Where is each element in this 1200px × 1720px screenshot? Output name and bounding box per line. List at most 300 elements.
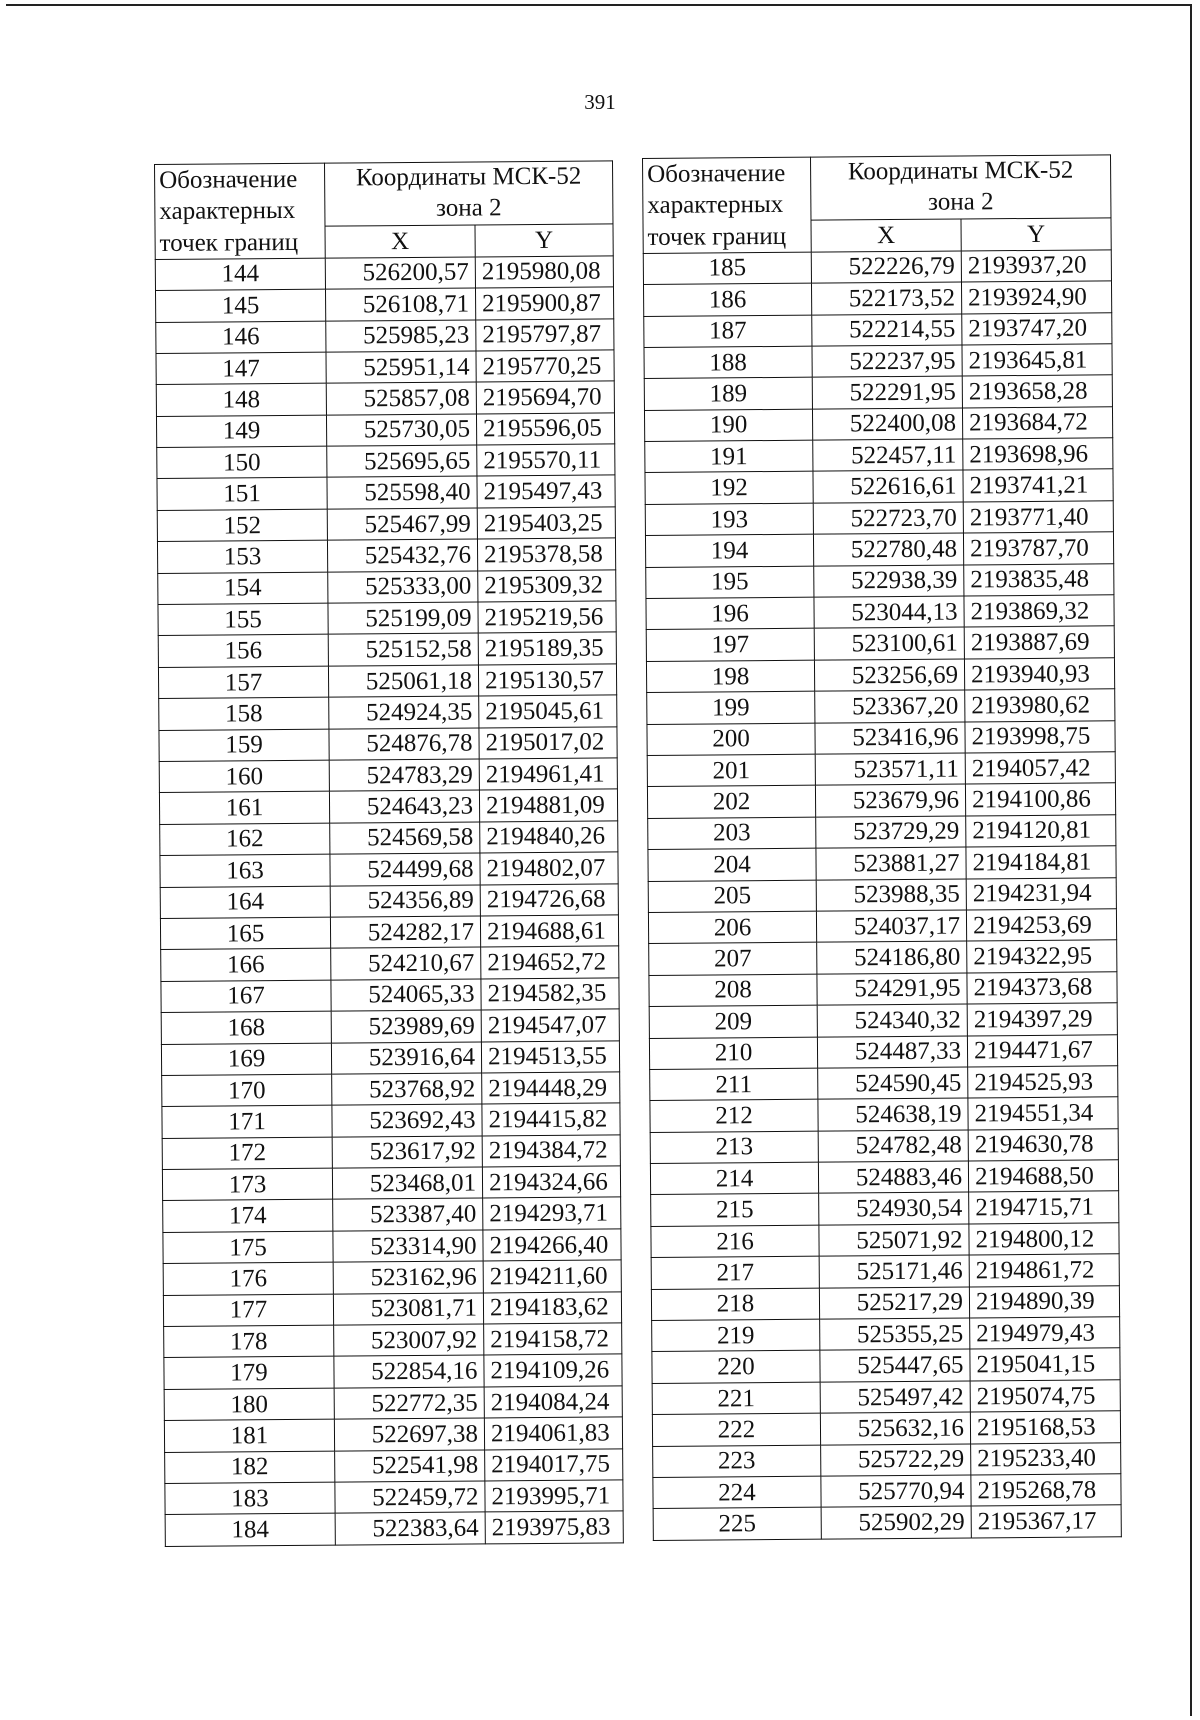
- x-coordinate: 523768,92: [332, 1073, 482, 1106]
- y-coordinate: 2194100,86: [965, 783, 1115, 816]
- point-number: 163: [160, 854, 330, 887]
- y-coordinate: 2194881,09: [479, 789, 617, 821]
- y-coordinate: 2194084,24: [484, 1386, 622, 1418]
- y-coordinate: 2194630,78: [968, 1128, 1118, 1161]
- x-coordinate: 525447,65: [820, 1349, 970, 1382]
- table-row: [162, 1072, 620, 1107]
- y-coordinate: 2194211,60: [483, 1260, 621, 1292]
- point-number: 189: [644, 377, 812, 410]
- point-number: 161: [159, 792, 329, 825]
- table-row: [161, 1040, 619, 1075]
- y-header: Y: [475, 224, 613, 257]
- table-row: [646, 563, 1114, 598]
- point-number: 192: [645, 472, 813, 505]
- y-coordinate: 2195367,17: [971, 1505, 1121, 1538]
- x-coordinate: 522938,39: [814, 565, 964, 598]
- x-coordinate: 522214,55: [812, 314, 962, 347]
- point-number: 196: [646, 597, 814, 630]
- x-coordinate: 522780,48: [813, 533, 963, 566]
- y-coordinate: 2193995,71: [485, 1480, 623, 1512]
- y-coordinate: 2194373,68: [967, 972, 1117, 1005]
- table-row: [161, 946, 619, 981]
- coordinates-header: Координаты МСК-52 зона 2: [324, 161, 612, 226]
- point-number: 164: [160, 886, 330, 919]
- y-coordinate: 2195268,78: [971, 1474, 1121, 1507]
- x-header: X: [325, 225, 475, 258]
- table-row: [158, 632, 616, 667]
- point-number: 191: [645, 440, 813, 473]
- x-coordinate: 523162,96: [333, 1261, 483, 1294]
- y-coordinate: 2195403,25: [477, 507, 615, 539]
- x-coordinate: 524487,33: [817, 1035, 967, 1068]
- table-row: [652, 1348, 1120, 1383]
- x-coordinate: 522459,72: [335, 1481, 485, 1514]
- point-number: 187: [644, 315, 812, 348]
- table-row: [160, 915, 618, 950]
- x-coordinate: 525730,05: [326, 414, 476, 447]
- y-coordinate: 2193698,96: [963, 438, 1113, 471]
- table-row: [161, 978, 619, 1013]
- table-row: [164, 1354, 622, 1389]
- table-row: [158, 570, 616, 605]
- x-coordinate: 523081,71: [333, 1293, 483, 1326]
- point-number: 207: [649, 942, 817, 975]
- x-coordinate: 523314,90: [333, 1230, 483, 1263]
- point-number: 213: [650, 1131, 818, 1164]
- x-header: X: [811, 219, 961, 252]
- point-number: 195: [646, 566, 814, 599]
- table-row: [644, 312, 1112, 347]
- y-coordinate: 2194688,61: [480, 915, 618, 947]
- y-coordinate: 2194861,72: [969, 1254, 1119, 1287]
- x-coordinate: 522226,79: [811, 251, 961, 284]
- table-row: [648, 909, 1116, 944]
- x-coordinate: 522400,08: [812, 408, 962, 441]
- point-number: 159: [159, 729, 329, 762]
- table-row: [163, 1260, 621, 1295]
- y-coordinate: 2195497,43: [477, 475, 615, 507]
- table-row: [647, 720, 1115, 755]
- point-number: 178: [164, 1325, 334, 1358]
- y-coordinate: 2194840,26: [480, 821, 618, 853]
- point-number: 182: [165, 1451, 335, 1484]
- y-coordinate: 2194979,43: [970, 1317, 1120, 1350]
- y-coordinate: 2193980,62: [965, 689, 1115, 722]
- y-coordinate: 2193940,93: [964, 658, 1114, 691]
- point-number: 200: [647, 723, 815, 756]
- x-coordinate: 524883,46: [818, 1161, 968, 1194]
- x-coordinate: 522457,11: [813, 439, 963, 472]
- point-number: 175: [163, 1231, 333, 1264]
- point-number: 152: [157, 509, 327, 542]
- y-coordinate: 2195219,56: [478, 601, 616, 633]
- coordinates-header: Координаты МСК-52 зона 2: [810, 155, 1110, 220]
- x-coordinate: 524356,89: [330, 885, 480, 918]
- y-coordinate: 2194652,72: [481, 946, 619, 978]
- y-coordinate: 2194266,40: [483, 1229, 621, 1261]
- x-coordinate: 523916,64: [331, 1041, 481, 1074]
- y-coordinate: 2194582,35: [481, 978, 619, 1010]
- y-coordinate: 2195233,40: [971, 1442, 1121, 1475]
- table-row: [649, 1034, 1117, 1069]
- x-coordinate: 523416,96: [815, 722, 965, 755]
- x-coordinate: 524210,67: [331, 947, 481, 980]
- point-number: 165: [160, 917, 330, 950]
- x-coordinate: 525217,29: [819, 1287, 969, 1320]
- x-coordinate: 525985,23: [326, 320, 476, 353]
- table-row: [650, 1097, 1118, 1132]
- point-number: 194: [645, 534, 813, 567]
- x-coordinate: 522541,98: [335, 1450, 485, 1483]
- point-number: 148: [156, 383, 326, 416]
- table-row: [164, 1417, 622, 1452]
- table-row: [651, 1223, 1119, 1258]
- table-row: [647, 783, 1115, 818]
- x-coordinate: 524065,33: [331, 979, 481, 1012]
- y-coordinate: 2194057,42: [965, 752, 1115, 785]
- table-row: [648, 815, 1116, 850]
- point-number: 204: [648, 848, 816, 881]
- point-number: 147: [156, 352, 326, 385]
- table-row: [651, 1254, 1119, 1289]
- y-coordinate: 2194184,81: [966, 846, 1116, 879]
- point-number: 215: [651, 1194, 819, 1227]
- y-coordinate: 2195596,05: [476, 413, 614, 445]
- y-coordinate: 2195074,75: [970, 1380, 1120, 1413]
- x-coordinate: 524037,17: [816, 910, 966, 943]
- x-coordinate: 525467,99: [327, 508, 477, 541]
- x-coordinate: 525951,14: [326, 351, 476, 384]
- y-coordinate: 2194322,95: [967, 940, 1117, 973]
- designation-header: Обозначение характерных точек границ: [155, 163, 326, 259]
- table-row: [645, 501, 1113, 536]
- table-row: [157, 444, 615, 479]
- point-number: 221: [652, 1382, 820, 1415]
- designation-header: Обозначение характерных точек границ: [643, 157, 812, 253]
- y-coordinate: 2195017,02: [479, 726, 617, 758]
- x-coordinate: 524924,35: [329, 696, 479, 729]
- table-row: [159, 789, 617, 824]
- y-coordinate: 2194293,71: [483, 1197, 621, 1229]
- table-row: [158, 664, 616, 699]
- table-row: [647, 689, 1115, 724]
- y-coordinate: 2193645,81: [962, 344, 1112, 377]
- table-row: [651, 1191, 1119, 1226]
- x-coordinate: 524186,80: [817, 941, 967, 974]
- table-row: [157, 475, 615, 510]
- x-coordinate: 523617,92: [332, 1136, 482, 1169]
- point-number: 145: [155, 289, 325, 322]
- x-coordinate: 524340,32: [817, 1004, 967, 1037]
- y-coordinate: 2195770,25: [476, 350, 614, 382]
- x-coordinate: 523881,27: [816, 847, 966, 880]
- y-coordinate: 2193937,20: [961, 250, 1111, 283]
- y-coordinate: 2195694,70: [476, 381, 614, 413]
- table-row: [643, 250, 1111, 285]
- table-row: [652, 1380, 1120, 1415]
- table-row: [653, 1474, 1121, 1509]
- table-row: [162, 1103, 620, 1138]
- x-coordinate: 525770,94: [821, 1475, 971, 1508]
- point-number: 203: [648, 817, 816, 850]
- x-coordinate: 522383,64: [335, 1512, 485, 1545]
- table-row: [646, 626, 1114, 661]
- x-coordinate: 523692,43: [332, 1104, 482, 1137]
- table-row: [652, 1317, 1120, 1352]
- y-coordinate: 2194513,55: [481, 1040, 619, 1072]
- table-row: [155, 287, 613, 322]
- table-row: [649, 940, 1117, 975]
- x-coordinate: 525071,92: [819, 1224, 969, 1257]
- x-coordinate: 525722,29: [821, 1444, 971, 1477]
- x-coordinate: 524930,54: [819, 1192, 969, 1225]
- point-number: 222: [652, 1413, 820, 1446]
- table-row: [646, 658, 1114, 693]
- table-row: [157, 507, 615, 542]
- point-number: 158: [159, 697, 329, 730]
- table-row: [159, 758, 617, 793]
- x-coordinate: 525355,25: [820, 1318, 970, 1351]
- x-coordinate: 524638,19: [818, 1098, 968, 1131]
- x-coordinate: 524499,68: [330, 853, 480, 886]
- table-row: [645, 532, 1113, 567]
- table-row: [164, 1386, 622, 1421]
- y-coordinate: 2194726,68: [480, 883, 618, 915]
- y-coordinate: 2194525,93: [968, 1066, 1118, 1099]
- y-coordinate: 2195797,87: [476, 318, 614, 350]
- table-row: [156, 350, 614, 385]
- point-number: 151: [157, 478, 327, 511]
- point-number: 211: [650, 1068, 818, 1101]
- table-row: [156, 413, 614, 448]
- x-coordinate: 522173,52: [811, 282, 961, 315]
- y-coordinate: 2194471,67: [967, 1034, 1117, 1067]
- table-row: [159, 726, 617, 761]
- x-coordinate: 523571,11: [815, 753, 965, 786]
- x-coordinate: 524291,95: [817, 973, 967, 1006]
- x-coordinate: 524569,58: [330, 822, 480, 855]
- table-row: [648, 846, 1116, 881]
- table-row: [650, 1128, 1118, 1163]
- x-coordinate: 525171,46: [819, 1255, 969, 1288]
- x-coordinate: 525333,00: [328, 571, 478, 604]
- table-row: [160, 852, 618, 887]
- y-coordinate: 2195041,15: [970, 1348, 1120, 1381]
- x-coordinate: 523729,29: [816, 816, 966, 849]
- y-coordinate: 2194120,81: [966, 815, 1116, 848]
- y-coordinate: 2194231,94: [966, 877, 1116, 910]
- x-coordinate: 522723,70: [813, 502, 963, 535]
- y-coordinate: 2193658,28: [962, 375, 1112, 408]
- point-number: 180: [164, 1388, 334, 1421]
- x-coordinate: 525152,58: [328, 633, 478, 666]
- y-coordinate: 2193887,69: [964, 626, 1114, 659]
- y-coordinate: 2193684,72: [962, 407, 1112, 440]
- table-row: [644, 344, 1112, 379]
- y-coordinate: 2194802,07: [480, 852, 618, 884]
- point-number: 153: [157, 540, 327, 573]
- point-number: 193: [645, 503, 813, 536]
- y-coordinate: 2194384,72: [482, 1135, 620, 1167]
- point-number: 209: [649, 1005, 817, 1038]
- x-coordinate: 525497,42: [820, 1381, 970, 1414]
- point-number: 166: [161, 948, 331, 981]
- y-header: Y: [961, 218, 1111, 251]
- y-coordinate: 2194547,07: [481, 1009, 619, 1041]
- point-number: 224: [653, 1476, 821, 1509]
- point-number: 146: [156, 321, 326, 354]
- y-coordinate: 2193747,20: [962, 312, 1112, 345]
- y-coordinate: 2193924,90: [961, 281, 1111, 314]
- point-number: 149: [156, 415, 326, 448]
- point-number: 210: [649, 1037, 817, 1070]
- point-number: 185: [643, 252, 811, 285]
- point-number: 197: [646, 629, 814, 662]
- point-number: 201: [647, 754, 815, 787]
- y-coordinate: 2195309,32: [478, 570, 616, 602]
- point-number: 212: [650, 1099, 818, 1132]
- y-coordinate: 2195570,11: [477, 444, 615, 476]
- coordinates-table-left: [154, 160, 624, 1546]
- table-row: [157, 538, 615, 573]
- x-coordinate: 525857,08: [326, 382, 476, 415]
- table-row: [161, 1009, 619, 1044]
- point-number: 208: [649, 974, 817, 1007]
- table-row: [160, 821, 618, 856]
- x-coordinate: 522697,38: [334, 1418, 484, 1451]
- x-coordinate: 523367,20: [815, 690, 965, 723]
- point-number: 206: [648, 911, 816, 944]
- point-number: 155: [158, 603, 328, 636]
- x-coordinate: 522616,61: [813, 470, 963, 503]
- point-number: 220: [652, 1351, 820, 1384]
- x-coordinate: 525632,16: [820, 1412, 970, 1445]
- point-number: 156: [158, 635, 328, 668]
- y-coordinate: 2194415,82: [482, 1103, 620, 1135]
- table-row: [650, 1160, 1118, 1195]
- y-coordinate: 2195045,61: [479, 695, 617, 727]
- table-row: [155, 256, 613, 291]
- table-row: [165, 1480, 623, 1515]
- x-coordinate: 523044,13: [814, 596, 964, 629]
- y-coordinate: 2194551,34: [968, 1097, 1118, 1130]
- x-coordinate: 523100,61: [814, 627, 964, 660]
- y-coordinate: 2193787,70: [963, 532, 1113, 565]
- table-row: [159, 695, 617, 730]
- point-number: 154: [158, 572, 328, 605]
- x-coordinate: 523988,35: [816, 879, 966, 912]
- point-number: 183: [165, 1482, 335, 1515]
- x-coordinate: 523007,92: [334, 1324, 484, 1357]
- point-number: 168: [161, 1011, 331, 1044]
- table-row: [163, 1292, 621, 1327]
- table-row: [156, 381, 614, 416]
- table-row: [156, 318, 614, 353]
- point-number: 225: [653, 1508, 821, 1541]
- point-number: 184: [165, 1513, 335, 1546]
- point-number: 157: [158, 666, 328, 699]
- table-row: [165, 1511, 623, 1546]
- table-row: [645, 469, 1113, 504]
- y-coordinate: 2194688,50: [968, 1160, 1118, 1193]
- point-number: 169: [161, 1043, 331, 1076]
- point-number: 199: [647, 691, 815, 724]
- page-number: 391: [584, 90, 616, 114]
- y-coordinate: 2194397,29: [967, 1003, 1117, 1036]
- x-coordinate: 525695,65: [327, 445, 477, 478]
- y-coordinate: 2195900,87: [475, 287, 613, 319]
- x-coordinate: 525199,09: [328, 602, 478, 635]
- point-number: 218: [651, 1288, 819, 1321]
- table-row: [165, 1448, 623, 1483]
- y-coordinate: 2193975,83: [485, 1511, 623, 1543]
- point-number: 214: [650, 1162, 818, 1195]
- x-coordinate: 524783,29: [329, 759, 479, 792]
- point-number: 219: [652, 1319, 820, 1352]
- table-row: [651, 1285, 1119, 1320]
- x-coordinate: 522772,35: [334, 1387, 484, 1420]
- point-number: 170: [162, 1074, 332, 1107]
- point-number: 190: [644, 409, 812, 442]
- table-row: [645, 438, 1113, 473]
- table-row: [163, 1197, 621, 1232]
- y-coordinate: 2193741,21: [963, 469, 1113, 502]
- y-coordinate: 2194253,69: [966, 909, 1116, 942]
- table-row: [647, 752, 1115, 787]
- point-number: 144: [155, 258, 325, 291]
- table-row: [160, 883, 618, 918]
- table-row: [646, 595, 1114, 630]
- table-row: [643, 281, 1111, 316]
- point-number: 174: [163, 1200, 333, 1233]
- table-row: [164, 1323, 622, 1358]
- x-coordinate: 522237,95: [812, 345, 962, 378]
- point-number: 177: [163, 1294, 333, 1327]
- x-coordinate: 524282,17: [330, 916, 480, 949]
- y-coordinate: 2194800,12: [969, 1223, 1119, 1256]
- x-coordinate: 525598,40: [327, 476, 477, 509]
- y-coordinate: 2194448,29: [482, 1072, 620, 1104]
- table-row: [644, 375, 1112, 410]
- y-coordinate: 2195189,35: [478, 632, 616, 664]
- point-number: 198: [646, 660, 814, 693]
- y-coordinate: 2193771,40: [963, 501, 1113, 534]
- x-coordinate: 523679,96: [815, 784, 965, 817]
- point-number: 176: [163, 1262, 333, 1295]
- x-coordinate: 523256,69: [814, 659, 964, 692]
- x-coordinate: 526200,57: [325, 257, 475, 290]
- y-coordinate: 2194017,75: [485, 1448, 623, 1480]
- point-number: 172: [162, 1137, 332, 1170]
- x-coordinate: 523468,01: [332, 1167, 482, 1200]
- point-number: 188: [644, 346, 812, 379]
- table-row: [649, 972, 1117, 1007]
- y-coordinate: 2195130,57: [478, 664, 616, 696]
- point-number: 173: [162, 1168, 332, 1201]
- x-coordinate: 524643,23: [329, 790, 479, 823]
- y-coordinate: 2194183,62: [483, 1292, 621, 1324]
- y-coordinate: 2194158,72: [484, 1323, 622, 1355]
- y-coordinate: 2193998,75: [965, 720, 1115, 753]
- point-number: 217: [651, 1256, 819, 1289]
- x-coordinate: 522291,95: [812, 376, 962, 409]
- point-number: 171: [162, 1105, 332, 1138]
- x-coordinate: 524876,78: [329, 728, 479, 761]
- x-coordinate: 526108,71: [325, 288, 475, 321]
- y-coordinate: 2194061,83: [484, 1417, 622, 1449]
- table-row: [162, 1166, 620, 1201]
- x-coordinate: 525902,29: [821, 1506, 971, 1539]
